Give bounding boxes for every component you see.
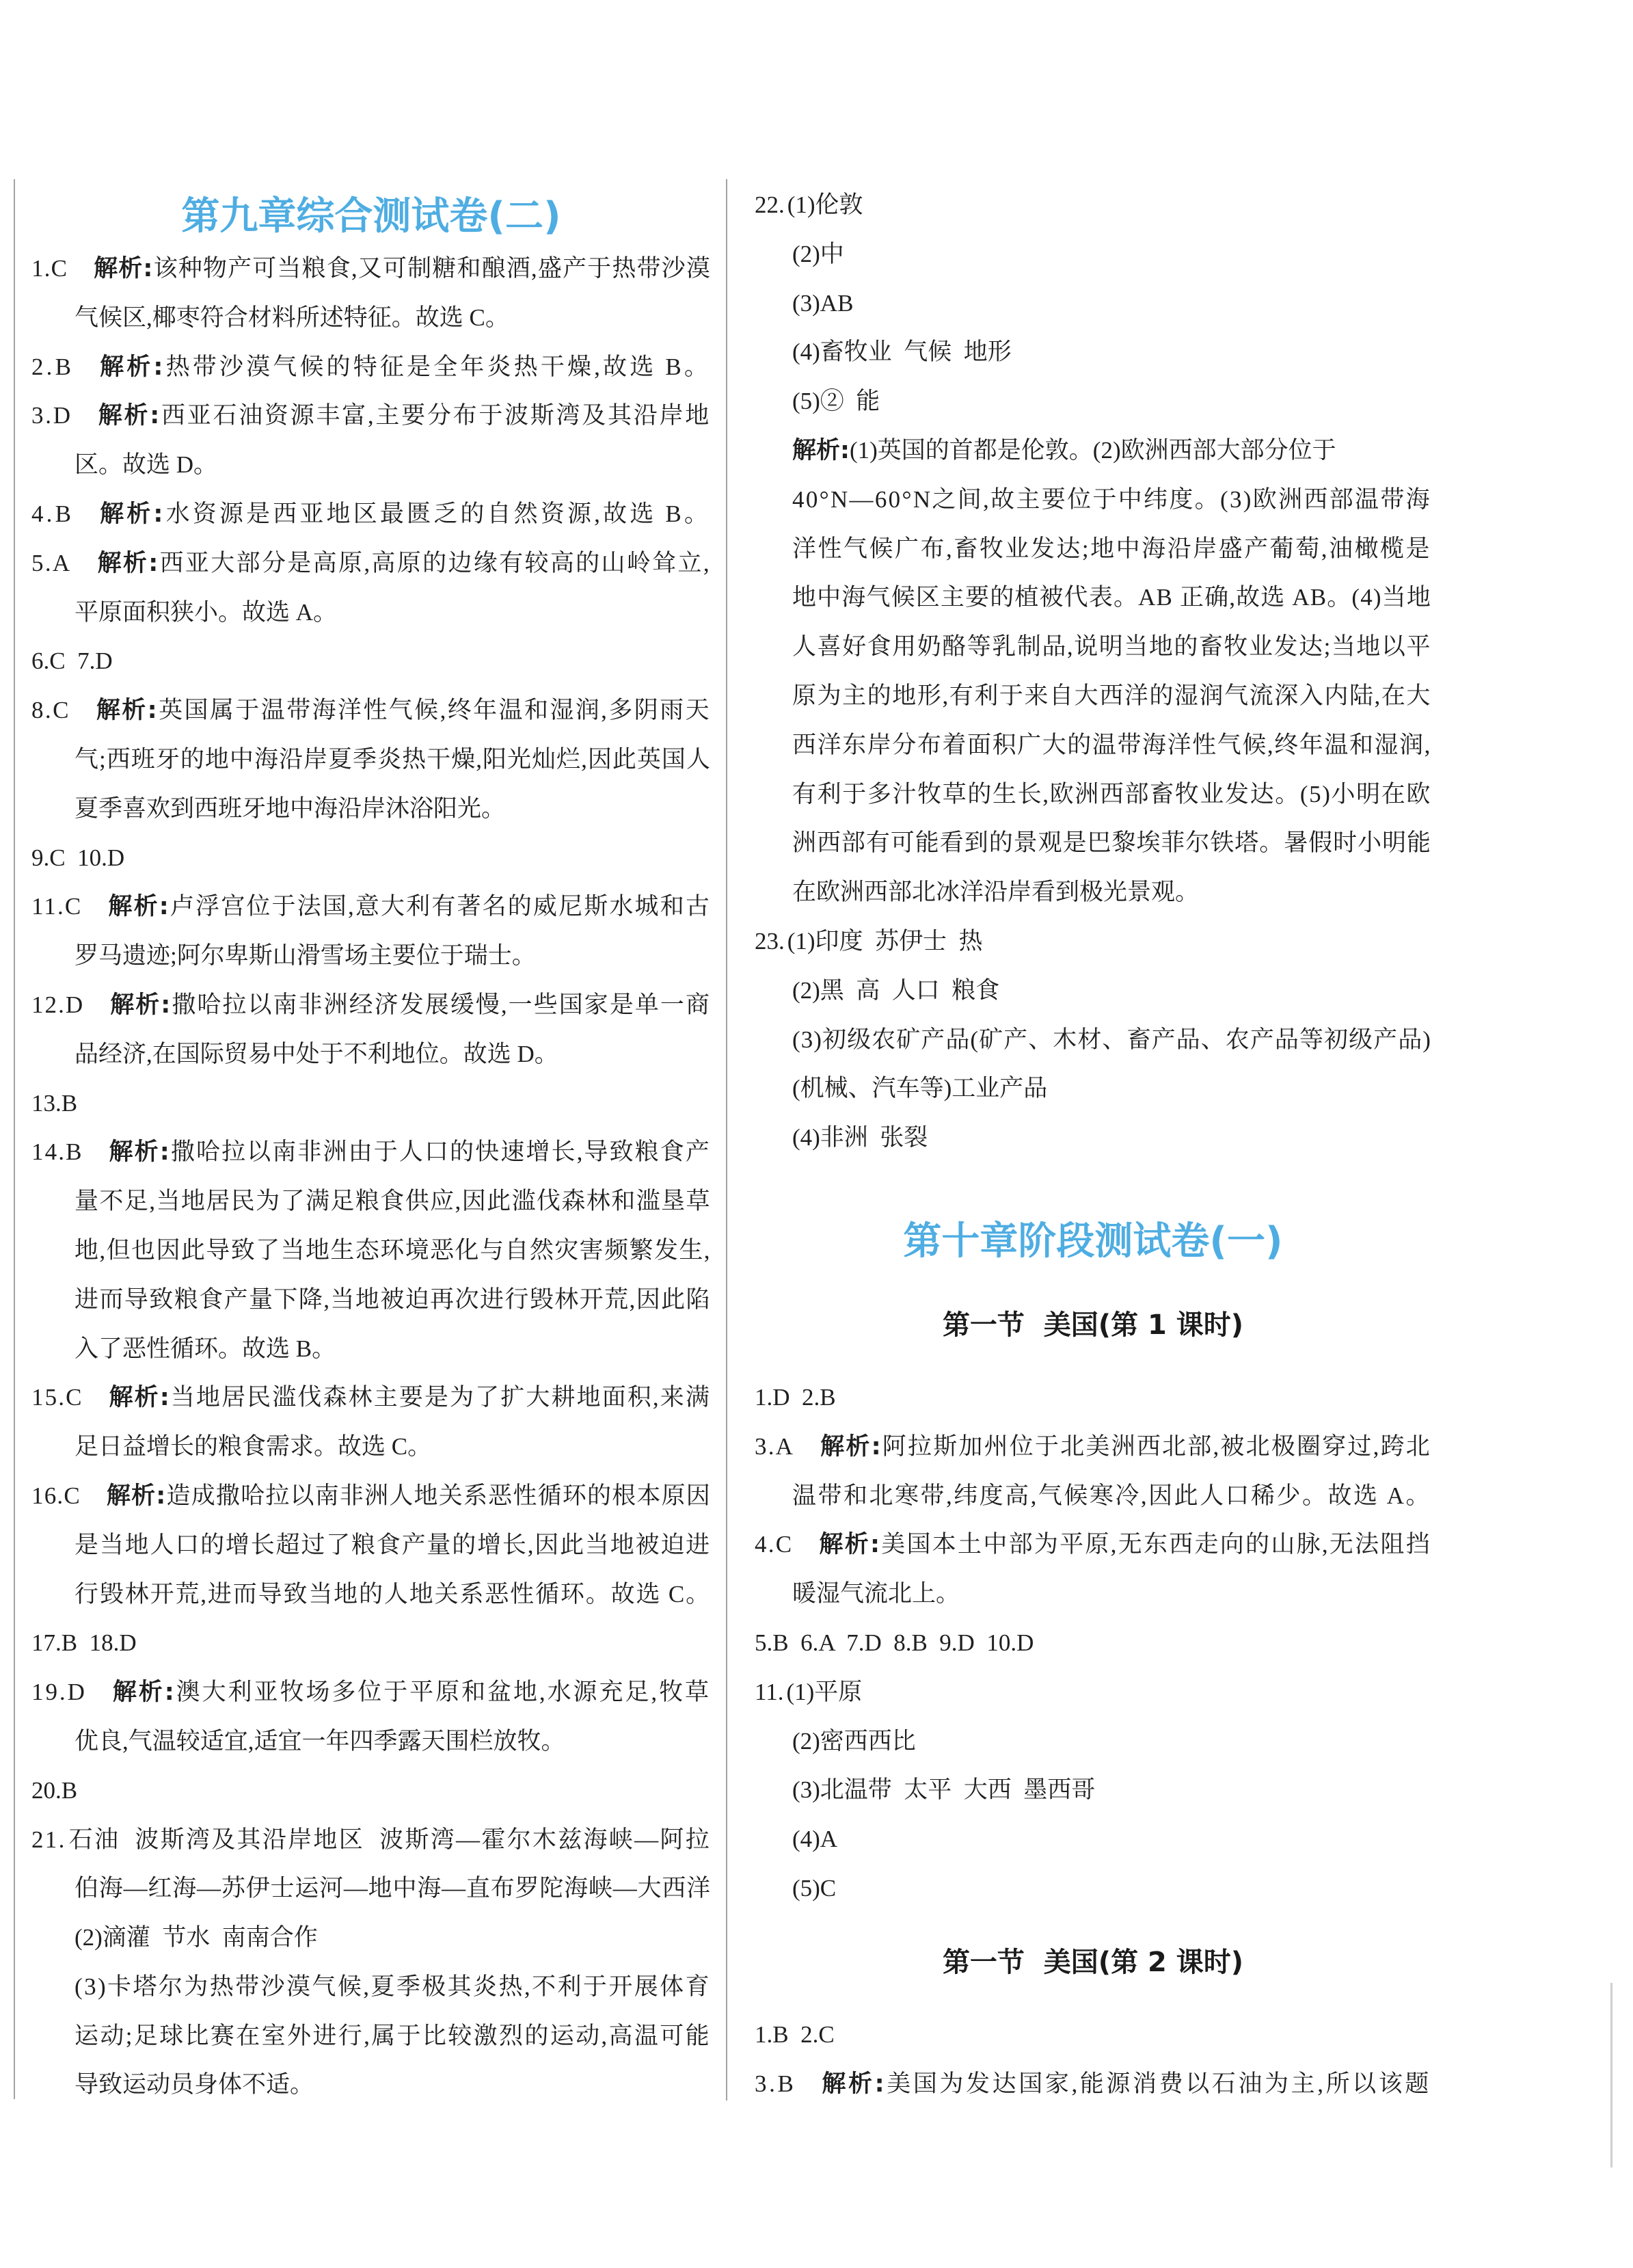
question-number: 11. bbox=[755, 1678, 784, 1705]
line-content bbox=[792, 1765, 1095, 1815]
text-line bbox=[75, 1226, 711, 1275]
text-line bbox=[31, 343, 711, 392]
line-content bbox=[792, 1015, 1431, 1065]
analysis-text: 优良,气温较适宜,适宜一年四季露天围栏放牧。 bbox=[75, 1727, 565, 1755]
line-content bbox=[75, 1864, 711, 1913]
chapter-title: 第九章综合测试卷(二) bbox=[181, 194, 561, 239]
analysis-text: 入了恶性循环。故选 B。 bbox=[75, 1335, 336, 1362]
text-line bbox=[755, 1668, 1431, 1717]
line-content bbox=[75, 1521, 711, 1570]
line-content bbox=[31, 1373, 711, 1422]
line-content bbox=[755, 1668, 862, 1717]
line-content bbox=[75, 440, 217, 490]
line-content bbox=[31, 343, 711, 392]
answer-text: (2)中 bbox=[792, 240, 844, 267]
text-line bbox=[75, 1717, 711, 1766]
text-line bbox=[75, 931, 711, 980]
question-number: 19.D bbox=[31, 1679, 87, 1706]
line-content bbox=[31, 1815, 711, 1865]
question-number: 15.C bbox=[31, 1384, 83, 1411]
question-item bbox=[31, 637, 711, 686]
question-item bbox=[31, 1471, 711, 1618]
text-line bbox=[755, 1373, 1431, 1422]
line-content bbox=[792, 524, 1431, 574]
text-line bbox=[31, 490, 711, 539]
question-number: 1.C bbox=[31, 255, 68, 282]
line-content bbox=[75, 1570, 711, 1619]
analysis-text: 西亚石油资源丰富,主要分布于波斯湾及其沿岸地 bbox=[161, 402, 711, 429]
analysis-text: 洋性气候广布,畜牧业发达;地中海沿岸盛产葡萄,油橄榄是 bbox=[792, 535, 1431, 562]
line-content bbox=[75, 1030, 558, 1079]
analysis-text: 洲西部有可能看到的景观是巴黎埃菲尔铁塔。暑假时小明能 bbox=[792, 829, 1431, 857]
analysis-text: 人喜好食用奶酪等乳制品,说明当地的畜牧业发达;当地以平 bbox=[792, 633, 1431, 661]
text-line bbox=[31, 833, 711, 883]
line-content bbox=[75, 1226, 711, 1275]
text-line bbox=[75, 1275, 711, 1324]
text-line bbox=[792, 279, 1431, 328]
analysis-text: 有利于多汁牧草的生长,欧洲西部畜牧业发达。(5)小明在欧 bbox=[792, 780, 1431, 808]
text-line bbox=[31, 539, 711, 588]
analysis-text: 美国为发达国家,能源消费以石油为主,所以该题 bbox=[887, 2070, 1431, 2097]
line-content bbox=[75, 1177, 711, 1226]
line-content bbox=[31, 637, 113, 686]
answer-text: 导致运动员身体不适。 bbox=[75, 2071, 314, 2098]
line-content bbox=[31, 686, 711, 735]
text-line bbox=[75, 1864, 711, 1913]
text-line bbox=[792, 328, 1431, 377]
question-number: 4.B bbox=[31, 500, 75, 527]
line-content bbox=[792, 721, 1431, 770]
text-line bbox=[31, 1668, 711, 1717]
line-content bbox=[792, 573, 1431, 622]
question-item bbox=[31, 686, 711, 833]
line-content bbox=[792, 868, 1199, 917]
answer-text: (4)A bbox=[792, 1826, 838, 1853]
analysis-text: 西亚大部分是高原,高原的边缘有较高的山岭耸立, bbox=[159, 549, 711, 576]
page-left-rule bbox=[14, 179, 15, 2099]
text-line bbox=[75, 784, 711, 833]
line-content bbox=[792, 279, 853, 328]
line-content bbox=[792, 1815, 837, 1864]
left-column bbox=[31, 189, 711, 2109]
question-item bbox=[31, 1668, 711, 1766]
question-number: 20.B bbox=[31, 1776, 78, 1804]
analysis-label: 解析: bbox=[820, 1432, 882, 1460]
analysis-text: 水资源是西亚地区最匮乏的自然资源,故选 B。 bbox=[165, 500, 711, 527]
analysis-text: 40°N—60°N之间,故主要位于中纬度。(3)欧洲西部温带海 bbox=[792, 485, 1431, 513]
line-content bbox=[75, 931, 536, 980]
line-content bbox=[755, 1422, 1431, 1471]
text-line bbox=[792, 524, 1431, 574]
text-line bbox=[792, 230, 1431, 279]
text-line bbox=[755, 1618, 1431, 1668]
text-line bbox=[75, 1521, 711, 1570]
line-content bbox=[31, 539, 711, 588]
answer-text: 运动;足球比赛在室外进行,属于比较激烈的运动,高温可能 bbox=[75, 2022, 711, 2049]
text-line bbox=[75, 1030, 711, 1079]
analysis-text: 西洋东岸分布着面积广大的温带海洋性气候,终年温和湿润, bbox=[792, 731, 1431, 758]
line-content bbox=[792, 622, 1431, 671]
analysis-label: 解析: bbox=[100, 500, 166, 528]
line-content bbox=[31, 1618, 137, 1668]
analysis-label: 解析: bbox=[819, 1531, 882, 1559]
analysis-text: 行毁林开荒,进而导致当地的人地关系恶性循环。故选 C。 bbox=[75, 1580, 711, 1607]
question-number: 17.B 18.D bbox=[31, 1629, 137, 1657]
answer-text: (1)印度 苏伊士 热 bbox=[787, 927, 983, 955]
analysis-text: 区。故选 D。 bbox=[75, 451, 218, 479]
text-line bbox=[75, 293, 711, 343]
analysis-label: 解析: bbox=[106, 1482, 167, 1510]
question-item bbox=[755, 1668, 1431, 1913]
question-item bbox=[755, 1422, 1431, 1521]
text-line bbox=[75, 588, 711, 637]
line-content bbox=[75, 1324, 336, 1374]
line-content bbox=[75, 588, 337, 637]
answer-text: (3)北温带 太平 大西 墨西哥 bbox=[792, 1776, 1096, 1804]
analysis-text: (1)英国的首都是伦敦。(2)欧洲西部大部分位于 bbox=[850, 436, 1336, 464]
analysis-text: 地,但也因此导致了当地生态环境恶化与自然灾害频繁发生, bbox=[75, 1236, 711, 1264]
text-line bbox=[31, 1618, 711, 1668]
question-number: 21. bbox=[31, 1826, 66, 1853]
analysis-label: 解析: bbox=[94, 255, 154, 282]
text-line bbox=[792, 818, 1431, 868]
question-number: 9.C 10.D bbox=[31, 844, 125, 871]
line-content bbox=[75, 293, 509, 343]
line-content bbox=[792, 230, 844, 279]
line-content bbox=[31, 1471, 711, 1521]
line-content bbox=[75, 1717, 565, 1766]
text-line bbox=[792, 1113, 1431, 1162]
analysis-label: 解析: bbox=[110, 991, 172, 1019]
line-content bbox=[31, 244, 711, 293]
answer-text: (2)密西西比 bbox=[792, 1727, 916, 1755]
line-content bbox=[755, 1373, 836, 1422]
question-number: 23. bbox=[755, 927, 785, 955]
line-content bbox=[792, 1064, 1047, 1113]
answer-text: (1)伦敦 bbox=[787, 191, 863, 218]
analysis-text: 该种物产可当粮食,又可制糖和酿酒,盛产于热带沙漠 bbox=[153, 255, 711, 282]
question-number: 3.B bbox=[755, 2070, 796, 2097]
question-item bbox=[31, 343, 711, 392]
question-item bbox=[31, 1079, 711, 1128]
analysis-text: 暖湿气流北上。 bbox=[792, 1580, 960, 1607]
analysis-label: 解析: bbox=[822, 2070, 887, 2098]
line-content bbox=[792, 818, 1431, 868]
analysis-text: 品经济,在国际贸易中处于不利地位。故选 D。 bbox=[75, 1040, 558, 1067]
analysis-text: 英国属于温带海洋性气候,终年温和湿润,多阴雨天 bbox=[159, 697, 711, 724]
analysis-text: 足日益增长的粮食需求。故选 C。 bbox=[75, 1433, 432, 1460]
question-item bbox=[31, 244, 711, 343]
analysis-text: 夏季喜欢到西班牙地中海沿岸沐浴阳光。 bbox=[75, 795, 506, 822]
question-item bbox=[31, 1618, 711, 1668]
text-line bbox=[75, 1324, 711, 1374]
chapter-title: 第十章阶段测试卷(一) bbox=[903, 1218, 1283, 1264]
text-line bbox=[792, 1569, 1431, 1618]
text-line bbox=[792, 671, 1431, 721]
analysis-label: 解析: bbox=[792, 436, 850, 464]
question-item bbox=[31, 882, 711, 980]
line-content bbox=[31, 882, 711, 931]
line-content bbox=[31, 1668, 711, 1717]
line-content bbox=[31, 490, 711, 539]
text-line bbox=[792, 966, 1431, 1015]
question-item bbox=[755, 2010, 1431, 2059]
analysis-text: 地中海气候区主要的植被代表。AB 正确,故选 AB。(4)当地 bbox=[792, 584, 1431, 611]
text-line bbox=[755, 2010, 1431, 2059]
line-content bbox=[792, 770, 1431, 819]
question-item bbox=[31, 833, 711, 883]
question-item bbox=[31, 1373, 711, 1471]
analysis-text: 撒哈拉以南非洲经济发展缓慢,一些国家是单一商 bbox=[172, 991, 711, 1018]
line-content bbox=[792, 1471, 1431, 1521]
text-line bbox=[31, 1471, 711, 1521]
question-number: 6.C 7.D bbox=[31, 648, 113, 675]
answer-text: (4)非洲 张裂 bbox=[792, 1124, 928, 1151]
text-line bbox=[75, 2012, 711, 2061]
line-content bbox=[75, 1422, 431, 1471]
analysis-label: 解析: bbox=[98, 402, 161, 430]
question-item bbox=[755, 1520, 1431, 1618]
line-content bbox=[75, 1962, 711, 2012]
line-content bbox=[755, 181, 863, 230]
column-divider bbox=[726, 179, 727, 2100]
text-line bbox=[755, 181, 1431, 230]
analysis-text: 在欧洲西部北冰洋沿岸看到极光景观。 bbox=[792, 879, 1200, 906]
text-line bbox=[75, 1570, 711, 1619]
line-content bbox=[792, 328, 1012, 377]
question-number: 16.C bbox=[31, 1482, 81, 1509]
question-number: 4.C bbox=[755, 1531, 794, 1558]
text-line bbox=[75, 440, 711, 490]
analysis-text: 气;西班牙的地中海沿岸夏季炎热干燥,阳光灿烂,因此英国人 bbox=[75, 745, 711, 773]
text-line bbox=[792, 1015, 1431, 1065]
analysis-text: 罗马遗迹;阿尔卑斯山滑雪场主要位于瑞士。 bbox=[75, 942, 536, 970]
question-item bbox=[31, 391, 711, 490]
text-line bbox=[31, 1766, 711, 1815]
text-line bbox=[792, 475, 1431, 524]
text-line bbox=[31, 1373, 711, 1422]
answer-text: (3)初级农矿产品(矿产、木材、畜产品、农产品等初级产品) bbox=[792, 1026, 1431, 1053]
question-item bbox=[755, 181, 1431, 917]
line-content bbox=[792, 1113, 928, 1162]
text-line bbox=[792, 1815, 1431, 1864]
text-line bbox=[31, 686, 711, 735]
question-item bbox=[755, 1618, 1431, 1668]
text-line bbox=[31, 882, 711, 931]
question-item bbox=[31, 490, 711, 539]
analysis-text: 阿拉斯加州位于北美洲西北部,被北极圈穿过,跨北 bbox=[882, 1432, 1431, 1460]
question-item bbox=[755, 1373, 1431, 1422]
answer-text: (4)畜牧业 气候 地形 bbox=[792, 338, 1012, 366]
question-item bbox=[31, 1815, 711, 2110]
text-line bbox=[792, 573, 1431, 622]
text-line bbox=[31, 244, 711, 293]
text-line bbox=[31, 637, 711, 686]
analysis-text: 原为主的地形,有利于来自大西洋的湿润气流深入内陆,在大 bbox=[792, 682, 1431, 709]
question-number: 14.B bbox=[31, 1138, 83, 1166]
analysis-text: 温带和北寒带,纬度高,气候寒冷,因此人口稀少。故选 A。 bbox=[792, 1482, 1431, 1509]
question-number: 2.B bbox=[31, 353, 75, 380]
analysis-text: 是当地人口的增长超过了粮食产量的增长,因此当地被迫进 bbox=[75, 1531, 711, 1558]
text-line bbox=[755, 1422, 1431, 1471]
analysis-text: 澳大利亚牧场多位于平原和盆地,水源充足,牧草 bbox=[176, 1679, 711, 1706]
answer-text: (机械、汽车等)工业产品 bbox=[792, 1075, 1048, 1102]
text-line bbox=[31, 1128, 711, 1177]
section-title: 第一节 美国(第 2 课时) bbox=[942, 1946, 1244, 1978]
text-line bbox=[75, 1962, 711, 2012]
line-content bbox=[75, 735, 711, 784]
line-content bbox=[31, 391, 711, 440]
line-content bbox=[31, 1128, 711, 1177]
text-line bbox=[755, 2059, 1431, 2109]
analysis-label: 解析: bbox=[96, 697, 159, 725]
question-number: 22. bbox=[755, 191, 785, 218]
text-line bbox=[792, 1717, 1431, 1766]
text-line bbox=[792, 721, 1431, 770]
analysis-text: 气候区,椰枣符合材料所述特征。故选 C。 bbox=[75, 304, 509, 331]
line-content bbox=[792, 671, 1431, 721]
text-line bbox=[792, 1471, 1431, 1521]
question-number: 1.D 2.B bbox=[755, 1383, 836, 1411]
line-content bbox=[75, 784, 505, 833]
answer-text: 石油 波斯湾及其沿岸地区 波斯湾—霍尔木兹海峡—阿拉 bbox=[68, 1826, 711, 1853]
line-content bbox=[755, 1520, 1431, 1569]
line-content bbox=[792, 475, 1431, 524]
question-item bbox=[31, 539, 711, 637]
answer-text: (2)黑 高 人口 粮食 bbox=[792, 976, 1000, 1004]
question-number: 11.C bbox=[31, 893, 83, 920]
question-number: 5.B 6.A 7.D 8.B 9.D 10.D bbox=[755, 1629, 1034, 1656]
analysis-label: 解析: bbox=[100, 353, 166, 381]
text-line bbox=[792, 1765, 1431, 1815]
line-content bbox=[792, 966, 999, 1015]
line-content bbox=[792, 426, 1336, 475]
analysis-text: 进而导致粮食产量下降,当地被迫再次进行毁林开荒,因此陷 bbox=[75, 1285, 711, 1313]
analysis-label: 解析: bbox=[97, 549, 160, 577]
line-content bbox=[31, 980, 711, 1030]
answer-text: (3)AB bbox=[792, 289, 854, 317]
text-line bbox=[792, 868, 1431, 917]
answer-text: (1)平原 bbox=[786, 1678, 863, 1705]
answer-text: (2)滴灌 节水 南南合作 bbox=[75, 1924, 318, 1951]
text-line bbox=[792, 377, 1431, 426]
answer-text: (5)C bbox=[792, 1874, 837, 1902]
line-content bbox=[792, 1864, 836, 1913]
question-number: 12.D bbox=[31, 991, 85, 1018]
text-line bbox=[792, 770, 1431, 819]
line-content bbox=[75, 2012, 711, 2061]
analysis-text: 卢浮宫位于法国,意大利有著名的威尼斯水城和古 bbox=[170, 893, 711, 920]
analysis-text: 量不足,当地居民为了满足粮食供应,因此滥伐森林和滥垦草 bbox=[75, 1188, 711, 1215]
question-number: 1.B 2.C bbox=[755, 2021, 835, 2049]
text-line bbox=[75, 1913, 711, 1962]
text-line bbox=[31, 1079, 711, 1128]
line-content bbox=[792, 377, 880, 426]
line-content bbox=[755, 2059, 1431, 2109]
analysis-text: 热带沙漠气候的特征是全年炎热干燥,故选 B。 bbox=[165, 353, 711, 380]
analysis-label: 解析: bbox=[109, 1138, 171, 1166]
line-content bbox=[31, 1766, 77, 1815]
line-content bbox=[75, 1275, 711, 1324]
text-line bbox=[755, 1520, 1431, 1569]
question-item bbox=[31, 980, 711, 1079]
question-number: 8.C bbox=[31, 697, 70, 724]
text-line bbox=[75, 1422, 711, 1471]
text-line bbox=[31, 1815, 711, 1865]
line-content bbox=[755, 2010, 835, 2059]
line-content bbox=[792, 1569, 960, 1618]
line-content bbox=[75, 1913, 318, 1962]
line-content bbox=[75, 2060, 314, 2109]
text-line bbox=[755, 917, 1431, 966]
text-line bbox=[75, 735, 711, 784]
analysis-text: 美国本土中部为平原,无东西走向的山脉,无法阻挡 bbox=[881, 1531, 1431, 1558]
question-number: 5.A bbox=[31, 549, 72, 576]
text-line bbox=[31, 980, 711, 1030]
question-item bbox=[31, 1766, 711, 1815]
question-item bbox=[755, 2059, 1431, 2109]
answer-text: 伯海—红海—苏伊士运河—地中海—直布罗陀海峡—大西洋 bbox=[75, 1875, 711, 1902]
right-column bbox=[755, 181, 1431, 2109]
analysis-text: 当地居民滥伐森林主要是为了扩大耕地面积,来满 bbox=[170, 1384, 711, 1411]
line-content bbox=[31, 1079, 77, 1128]
text-line bbox=[792, 622, 1431, 671]
question-item bbox=[755, 917, 1431, 1162]
analysis-label: 解析: bbox=[112, 1679, 176, 1707]
analysis-label: 解析: bbox=[108, 893, 170, 921]
analysis-text: 造成撒哈拉以南非洲人地关系恶性循环的根本原因 bbox=[166, 1482, 711, 1509]
text-line bbox=[75, 1177, 711, 1226]
answer-text: (3)卡塔尔为热带沙漠气候,夏季极其炎热,不利于开展体育 bbox=[75, 1973, 711, 2000]
line-content bbox=[31, 833, 124, 883]
line-content bbox=[792, 1717, 916, 1766]
question-number: 13.B bbox=[31, 1089, 78, 1117]
analysis-label: 解析: bbox=[109, 1384, 171, 1412]
text-line bbox=[792, 426, 1431, 475]
line-content bbox=[755, 1618, 1034, 1668]
question-number: 3.A bbox=[755, 1432, 795, 1460]
question-number: 3.D bbox=[31, 402, 72, 429]
text-line bbox=[792, 1064, 1431, 1113]
answer-text: (5)② 能 bbox=[792, 388, 880, 415]
analysis-text: 撒哈拉以南非洲由于人口的快速增长,导致粮食产 bbox=[170, 1138, 711, 1166]
section-title: 第一节 美国(第 1 课时) bbox=[942, 1309, 1244, 1341]
line-content bbox=[755, 917, 983, 966]
text-line bbox=[792, 1864, 1431, 1913]
text-line bbox=[31, 391, 711, 440]
text-line bbox=[75, 2060, 711, 2109]
question-item bbox=[31, 1128, 711, 1373]
scan-edge-mark bbox=[1610, 1983, 1612, 2167]
analysis-text: 平原面积狭小。故选 A。 bbox=[75, 598, 338, 626]
